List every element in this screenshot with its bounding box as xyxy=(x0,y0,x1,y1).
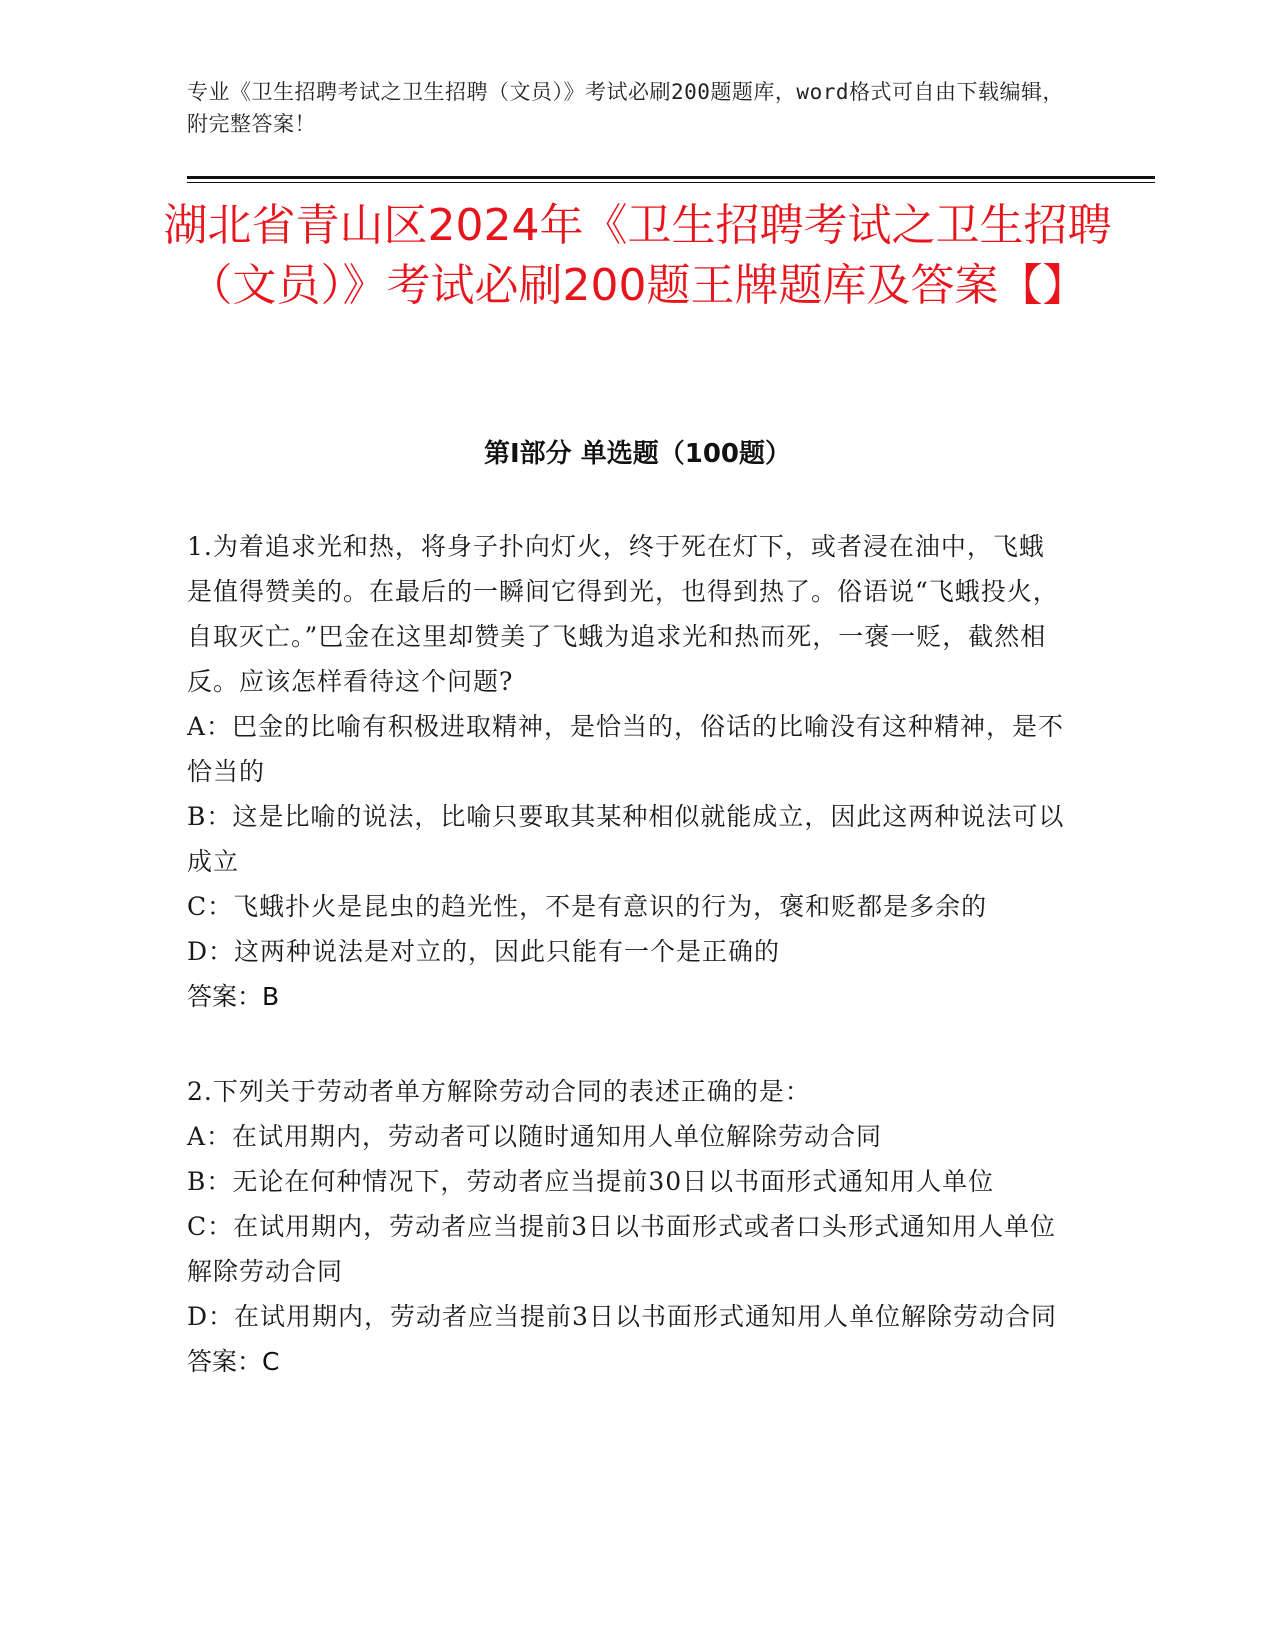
option-a: A：在试用期内，劳动者可以随时通知用人单位解除劳动合同 xyxy=(187,1122,883,1151)
option-c: C：飞蛾扑火是昆虫的趋光性，不是有意识的行为，褒和贬都是多余的 xyxy=(187,892,988,921)
question-stem: 2.下列关于劳动者单方解除劳动合同的表述正确的是： xyxy=(187,1077,811,1106)
option-d: D：在试用期内，劳动者应当提前3日以书面形式通知用人单位解除劳动合同 xyxy=(187,1302,1057,1331)
option-b: B：无论在何种情况下，劳动者应当提前30日以书面形式通知用人单位 xyxy=(187,1167,995,1196)
question-1 xyxy=(187,524,1067,1019)
header-note: 专业《卫生招聘考试之卫生招聘（文员）》考试必刷200题题库，word格式可自由下载编辑，附完整答案！ xyxy=(187,80,1064,136)
option-b: B：这是比喻的说法，比喻只要取其某种相似就能成立，因此这两种说法可以成立 xyxy=(187,802,1065,876)
option-d: D：这两种说法是对立的，因此只能有一个是正确的 xyxy=(187,937,781,966)
answer-line: 答案：C xyxy=(187,1347,280,1376)
question-2 xyxy=(187,1069,1067,1384)
header-divider-thick xyxy=(187,176,1155,179)
question-stem: 1.为着追求光和热，将身子扑向灯火，终于死在灯下，或者浸在油中，飞蛾是值得赞美的。在最后的一瞬间它得到光，也得到热了。俗语说“飞蛾投火，自取灭亡。”巴金在这里却赞美了飞蛾为追求光和热而死，一褒一贬，截然相反。应该怎样看待这个问题? xyxy=(187,532,1059,696)
document-title: 湖北省青山区2024年《卫生招聘考试之卫生招聘（文员）》考试必刷200题王牌题库及答案【】 xyxy=(163,200,1112,311)
answer-line: 答案：B xyxy=(187,982,280,1011)
header-divider-thin xyxy=(187,182,1155,183)
section-heading: 第Ⅰ部分 单选题（100题） xyxy=(484,439,791,469)
option-a: A：巴金的比喻有积极进取精神，是恰当的，俗话的比喻没有这种精神，是不恰当的 xyxy=(187,712,1065,786)
option-c: C：在试用期内，劳动者应当提前3日以书面形式或者口头形式通知用人单位解除劳动合同 xyxy=(187,1212,1057,1286)
